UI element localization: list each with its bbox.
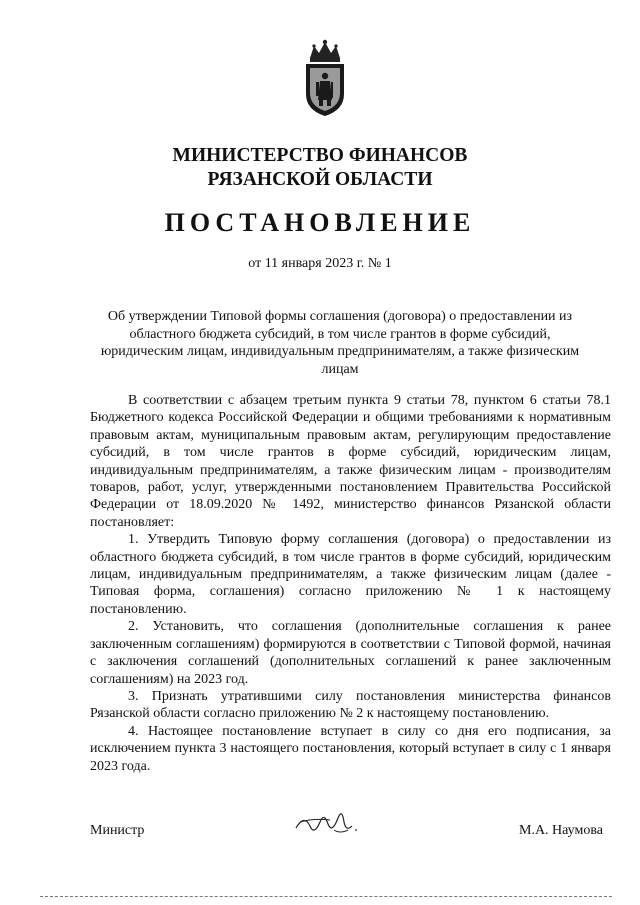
document-type: ПОСТАНОВЛЕНИЕ [164, 208, 476, 237]
clause-2: 2. Установить, что соглашения (дополнительные соглашения к ранее заключенным соглашениям) формируются в соответствии с Типовой формой, начиная с заключения соглашений (дополнительных соглашений к ранее заключенным соглашениям) на 2023 год. [90, 619, 611, 687]
ministry-line-2: РЯЗАНСКОЙ ОБЛАСТИ [207, 169, 433, 190]
document-body [90, 392, 611, 775]
ministry-line-1: МИНИСТЕРСТВО ФИНАНСОВ [172, 145, 468, 166]
preamble-paragraph: В соответствии с абзацем третьим пункта 9 статьи 78, пунктом 6 статьи 78.1 Бюджетного кодекса Российской Федерации и общими требованиями к нормативным правовым актам, муниципальным правовым актам, регулирующим предоставление субсидий, в том числе грантов в форме субсидий, юридическим лицам, индивидуальным предпринимателям, а также физическим лицам - производителям товаров, работ, услуг, утвержденными постановлением Правительства Российской Федерации от 18.09.2020 № 1492, министерство финансов Рязанской области постановляет: [90, 393, 611, 530]
clause-1: 1. Утвердить Типовую форму соглашения (договора) о предоставлении из областного бюджета субсидий, в том числе грантов в форме субсидий, юридическим лицам, индивидуальным предпринимателям, а также физическим лицам (далее - Типовая форма, соглашения) согласно приложению № 1 к настоящему постановлению. [90, 532, 611, 617]
signatory-name: М.А. Наумова [519, 823, 603, 838]
handwritten-signature-icon [290, 804, 370, 844]
clause-3: 3. Признать утратившими силу постановления министерства финансов Рязанской области согласно приложению № 2 к настоящему постановлению. [90, 688, 611, 722]
signatory-title: Министр [90, 823, 145, 838]
ministry-name [0, 144, 640, 192]
page-bottom-divider [40, 896, 612, 897]
clause-4: 4. Настоящее постановление вступает в силу со дня его подписания, за исключением пункта 3 настоящего постановления, который вступает в силу с 1 января 2023 года. [90, 723, 611, 774]
document-date-number: от 11 января 2023 г. № 1 [248, 256, 392, 271]
document-subject: Об утверждении Типовой формы соглашения (договора) о предоставлении из областного бюджета субсидий, в том числе грантов в форме субсидий, юридическим лицам, индивидуальным предпринимателям, а также физическим лицам [100, 309, 580, 377]
coat-of-arms-icon [302, 38, 348, 118]
